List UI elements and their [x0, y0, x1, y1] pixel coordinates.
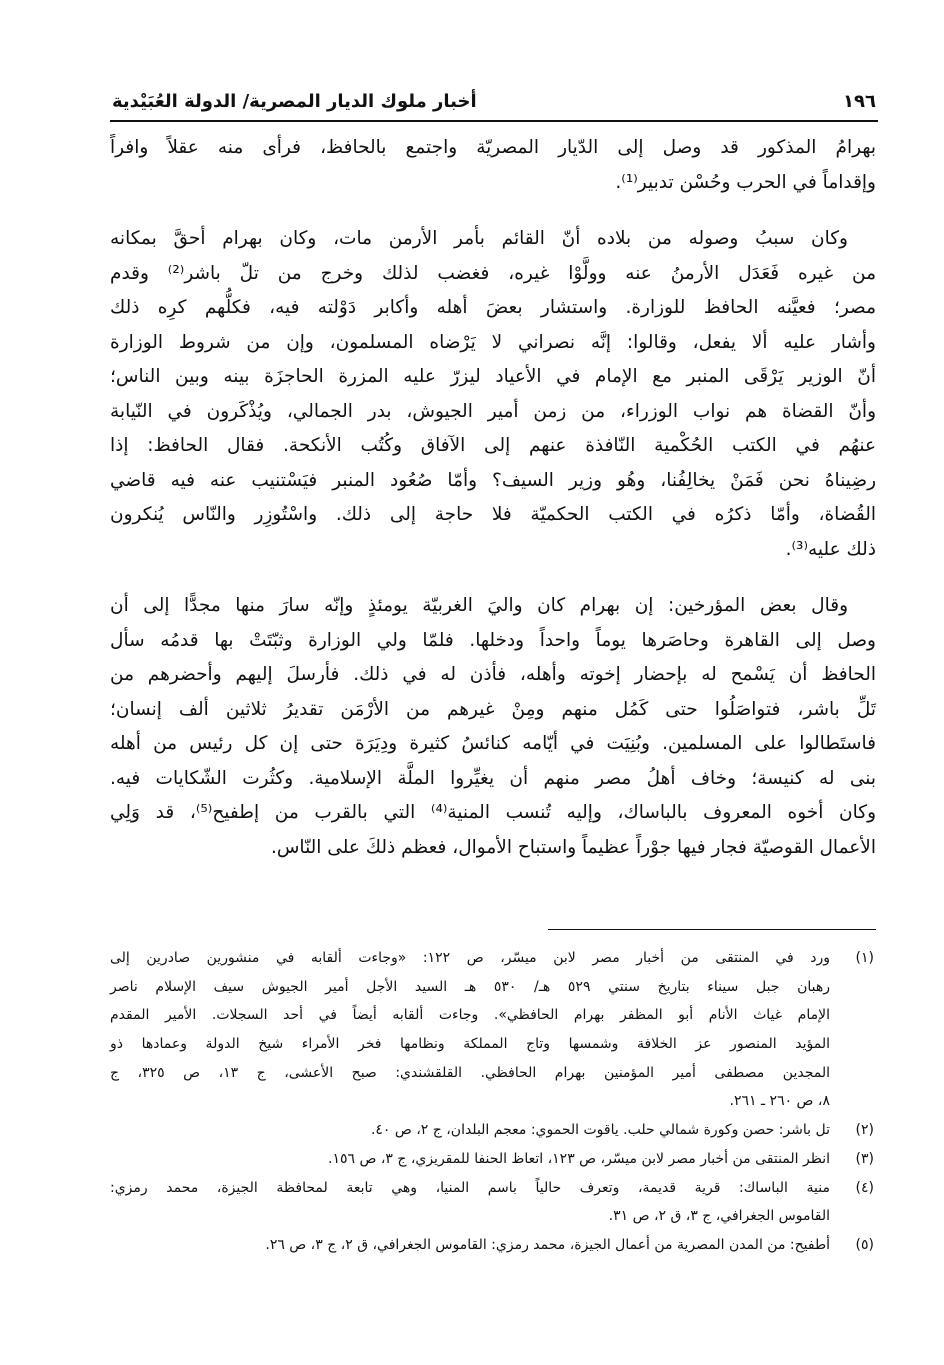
- footnote-line: انظر المنتقى من أخبار مصر لابن ميسّر، ص ١٢٣، اتعاظ الحنفا للمقريزي، ج ٣، ص ١٥٦.: [328, 1150, 830, 1167]
- paragraph: [110, 589, 876, 865]
- text-line: وكان أخوه المعروف بالباساك، وإليه تُنسب المنية⁽⁴⁾ التي بالقرب من إطفيح⁽⁵⁾، قد وَلِي: [110, 802, 876, 823]
- footnote: [110, 1116, 874, 1145]
- footnote-line: ٨، ص ٢٦٠ ـ ٢٦١.: [729, 1093, 830, 1110]
- footnote: [110, 1231, 874, 1260]
- footnote-number: (٣): [855, 1150, 874, 1167]
- text-line: فاستَطالوا على المسلمين. وبُنِيَت في أيّامه كنائسُ كثيرة ودِيَرَة حتى إن كل رئيس من أهله: [110, 733, 876, 754]
- footnote-line: تل باشر: حصن وكورة شمالي حلب. ياقوت الحموي: معجم البلدان، ج ٢، ص ٤٠.: [370, 1122, 830, 1139]
- footnote-number: (٢): [855, 1122, 874, 1139]
- running-title: أخبار ملوك الديار المصرية/ الدولة العُبَيْدية: [112, 90, 477, 112]
- text-line: بهرامُ المذكور قد وصل إلى الدّيار المصريّة واجتمع بالحافظ، فرأى منه عقلاً وافراً: [110, 137, 876, 158]
- text-line: أنّ الوزير يَرْقَى المنبر مع الإمام في الأعياد ليزرّ عليه المزرة الحاجزَة بينه وبين الناس؛: [110, 366, 876, 387]
- footnote-number: (١): [855, 950, 874, 966]
- text-line: الحافظ أن يَسْمح له بإحضار إخوته وأهله، فأذن له في ذلك. فأرسلَ إليهم وأحضرهم من: [110, 664, 876, 685]
- footnote: [110, 944, 874, 1116]
- text-line: رضِيناهُ نحن فَمَنْ يخالِفُنا، وهُو وزير السيف؟ وأمّا صُعُود المنبر فيَسْتنيب عنه فيه قاضي: [110, 469, 876, 491]
- text-line: وأشار عليه ألا يفعل، وقالوا: إنَّه نصراني لا يَرْضاه المسلمون، وإن من شروط الوزارة: [110, 331, 876, 353]
- text-line: وقال بعض المؤرخين: إن بهرام كان واليَ الغربيّة يومئذٍ وإنّه سارَ منها مجدًّا إلى أن: [110, 595, 848, 616]
- text-line: وإقداماً في الحرب وحُسْن تدبير⁽¹⁾.: [615, 171, 876, 193]
- footnote-line: المجدين مصطفى أمير المؤمنين بهرام الحافظي. القلقشندي: صبح الأعشى، ج ١٣، ص ٣٢٥، ج: [110, 1064, 830, 1081]
- footnote-line: القاموس الجغرافي، ج ٣، ق ٢، ص ٣١.: [608, 1208, 830, 1225]
- footnote-line: رهبان جبل سيناء بتاريخ سنتي ٥٢٩ هـ/ ٥٣٠ هـ السيد الأجل أمير الجيوش سيف الإسلام ناصر: [110, 978, 831, 995]
- footnotes: [110, 944, 874, 1260]
- text-line: ذلك عليه⁽³⁾.: [785, 538, 876, 560]
- footnote-line: الإمام غياث الأنام أبو المظفر بهرام الحافظي». وجاءت ألقابه أيضاً في أحد السجلات. الأمير المقدم: [110, 1007, 830, 1024]
- footnote: [110, 1145, 874, 1174]
- footnote-number: (٥): [855, 1236, 874, 1253]
- header-rule: [110, 120, 878, 122]
- page-number: ١٩٦: [843, 90, 876, 112]
- footnote-line: ورد في المنتقى من أخبار مصر لابن ميسّر، ص ١٢٢: «وجاءت ألقابه في منشورين صادرين إلى: [110, 950, 830, 966]
- text-line: وصل إلى القاهرة وحاصَرها يوماً واحداً ودخلها. فلمّا ولي الوزارة وثبّتَتْ بها قدمُه سأل: [110, 629, 876, 651]
- footnote-number: (٤): [855, 1179, 874, 1196]
- paragraph: [110, 222, 876, 567]
- text-line: عنهُم في الكتب الحُكْمية النّافذة عنهم إلى الآفاق وكُتُب الأنكحة. فقال الحافظ: إذا: [110, 435, 876, 456]
- footnote-line: المؤيد المنصور عز الخلافة وشمسها وتاج المملكة ونظامها فخر الأمراء شيخ الدولة وعمادها ذو: [110, 1036, 830, 1053]
- text-line: القُضاة، وأمّا ذكرُه في الكتب الحكميّة فلا حاجة إلى ذلك. واسْتُوزِر والنّاس يُنكرون: [110, 504, 876, 525]
- text-line: وأنّ القضاة هم نواب الوزراء، من زمن أمير الجيوش، بدر الجمالي، ويُذْكَرون في النّيابة: [110, 400, 876, 422]
- paragraph: [110, 131, 876, 200]
- text-line: بنى له كنيسة؛ وخاف أهلُ مصر منهم أن يغيِّروا الملَّة الإسلامية. وكثُرت الشّكايات فيه.: [110, 767, 876, 789]
- footnote: [110, 1174, 874, 1231]
- text-line: مصر؛ فعيَّنه الحافظ للوزارة. واستشار بعضَ أهله وأكابر دَوْلته فيه، فكلُّهم كرِه ذلك: [110, 297, 876, 318]
- footnote-line: منية الباساك: قرية قديمة، وتعرف حالياً باسم المنيا، وهي تابعة لمحافظة الجيزة، محمد رمزي:: [110, 1179, 830, 1196]
- text-line: وكان سببُ وصوله من بلاده أنّ القائم بأمر الأرمن مات، وكان بهرام أحقَّ بمكانه: [110, 228, 848, 249]
- text-line: تَلِّ باشر، فتواصَلُوا حتى كَمُل منهم ومِنْ غيرهم من الأرْمَن تقديرُ ثلاثين ألف إنسان؛: [110, 698, 876, 720]
- main-text: [110, 131, 876, 887]
- text-line: من غيره فَعَدَل الأرمنُ عنه وولَّوْا غيره، فغضب لذلك وخرج من تلّ باشر⁽²⁾ وقدم: [110, 262, 876, 284]
- footnote-rule: [548, 929, 876, 930]
- footnote-line: أطفيح: من المدن المصرية من أعمال الجيزة، محمد رمزي: القاموس الجغرافي، ق ٢، ج ٣، ص ٢٦.: [265, 1236, 830, 1253]
- running-header: [112, 84, 876, 118]
- text-line: الأعمال القوصيّة فجار فيها جوْراً عظيماً واستباح الأموال، فعظم ذلكَ على النّاس.: [270, 836, 876, 858]
